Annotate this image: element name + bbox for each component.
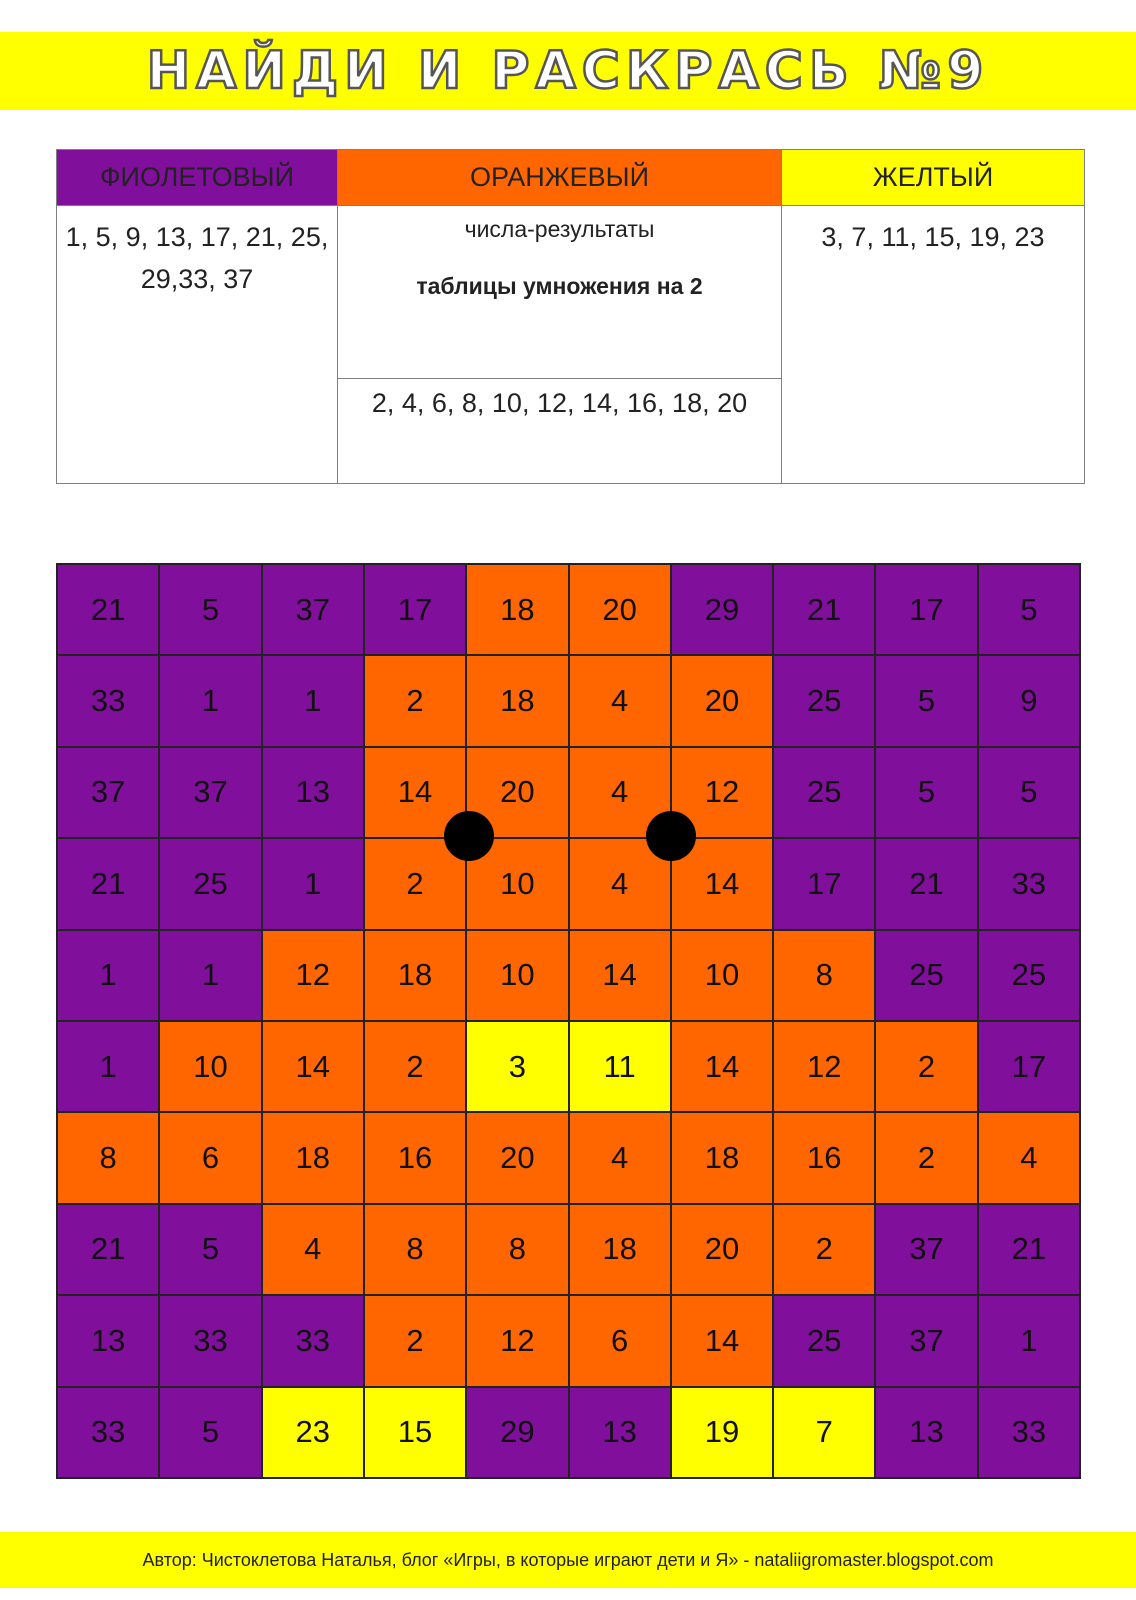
- grid-cell: 12: [262, 930, 364, 1021]
- grid-cell: 1: [262, 655, 364, 746]
- grid-cell: 1: [262, 838, 364, 929]
- grid-cell: 2: [364, 1021, 466, 1112]
- grid-cell: 25: [773, 1295, 875, 1386]
- grid-cell: 37: [262, 564, 364, 655]
- grid-cell: 17: [364, 564, 466, 655]
- grid-cell: 33: [978, 838, 1080, 929]
- grid-cell: 20: [466, 1112, 568, 1203]
- grid-cell: 14: [671, 838, 773, 929]
- legend-header-orange: ОРАНЖЕВЫЙ: [338, 150, 782, 206]
- grid-cell: 18: [262, 1112, 364, 1203]
- grid-cell: 20: [671, 1204, 773, 1295]
- legend-yellow-numbers: [782, 206, 1085, 484]
- grid-cell: 10: [671, 930, 773, 1021]
- grid-cell: 37: [875, 1295, 977, 1386]
- grid-cell: 21: [875, 838, 977, 929]
- grid-cell: 16: [364, 1112, 466, 1203]
- purple-numbers-text: 1, 5, 9, 13, 17, 21, 25, 29,33, 37: [65, 222, 329, 294]
- grid-cell: 8: [57, 1112, 159, 1203]
- grid-cell: 21: [773, 564, 875, 655]
- grid-cell: 13: [262, 747, 364, 838]
- grid-cell: 7: [773, 1387, 875, 1478]
- grid-cell: 13: [57, 1295, 159, 1386]
- grid-cell: 18: [671, 1112, 773, 1203]
- grid-cell: 5: [159, 1204, 261, 1295]
- yellow-numbers-text: 3, 7, 11, 15, 19, 23: [821, 222, 1045, 252]
- grid-cell: 4: [262, 1204, 364, 1295]
- grid-cell: 5: [978, 564, 1080, 655]
- grid-cell: 33: [57, 655, 159, 746]
- grid-cell: 14: [569, 930, 671, 1021]
- grid-cell: 4: [978, 1112, 1080, 1203]
- grid-cell: 21: [57, 1204, 159, 1295]
- legend-orange-description: [338, 206, 782, 379]
- grid-cell: 10: [159, 1021, 261, 1112]
- grid-cell: 19: [671, 1387, 773, 1478]
- grid-cell: 17: [978, 1021, 1080, 1112]
- grid-cell: 25: [978, 930, 1080, 1021]
- grid-cell: 17: [875, 564, 977, 655]
- grid-cell: 2: [875, 1021, 977, 1112]
- grid-cell: 4: [569, 747, 671, 838]
- grid-cell: 33: [159, 1295, 261, 1386]
- grid-cell: 23: [262, 1387, 364, 1478]
- grid-cell: 5: [159, 564, 261, 655]
- grid-cell: 37: [875, 1204, 977, 1295]
- grid-cell: 25: [875, 930, 977, 1021]
- grid-cell: 25: [159, 838, 261, 929]
- grid-cell: 37: [159, 747, 261, 838]
- grid-cell: 29: [466, 1387, 568, 1478]
- grid-cell: 13: [875, 1387, 977, 1478]
- grid-cell: 3: [466, 1021, 568, 1112]
- grid-cell: 20: [569, 564, 671, 655]
- grid-cell: 2: [773, 1204, 875, 1295]
- grid-cell: 25: [773, 655, 875, 746]
- grid-cell: 1: [159, 930, 261, 1021]
- grid-cell: 9: [978, 655, 1080, 746]
- legend-orange-numbers: 2, 4, 6, 8, 10, 12, 14, 16, 18, 20: [338, 379, 782, 484]
- grid-cell: 1: [159, 655, 261, 746]
- grid-cell: 1: [978, 1295, 1080, 1386]
- grid-cell: 5: [875, 655, 977, 746]
- grid-cell: 2: [364, 1295, 466, 1386]
- author-credit: Автор: Чистоклетова Наталья, блог «Игры, в которые играют дети и Я» - nataliigromaster.blogspot.com: [142, 1550, 994, 1570]
- right-eye-dot: [646, 811, 696, 861]
- grid-cell: 11: [569, 1021, 671, 1112]
- grid-cell: 37: [57, 747, 159, 838]
- grid-cell: 33: [978, 1387, 1080, 1478]
- grid-cell: 12: [466, 1295, 568, 1386]
- coloring-grid: [56, 563, 1081, 1479]
- grid-cell: 13: [569, 1387, 671, 1478]
- grid-cell: 5: [978, 747, 1080, 838]
- grid-cell: 20: [466, 747, 568, 838]
- footer-band: [0, 1532, 1136, 1588]
- grid-cell: 21: [57, 564, 159, 655]
- grid-cell: 5: [159, 1387, 261, 1478]
- grid-cell: 8: [773, 930, 875, 1021]
- grid-cell: 21: [978, 1204, 1080, 1295]
- left-eye-dot: [444, 811, 494, 861]
- title-band: [0, 32, 1136, 110]
- grid-cell: 18: [569, 1204, 671, 1295]
- grid-cell: 4: [569, 1112, 671, 1203]
- grid-cell: 4: [569, 838, 671, 929]
- grid-cell: 18: [466, 655, 568, 746]
- grid-cell: 18: [364, 930, 466, 1021]
- grid-cell: 10: [466, 930, 568, 1021]
- grid-cell: 8: [364, 1204, 466, 1295]
- grid-cell: 12: [671, 747, 773, 838]
- orange-description-line1: числа-результаты: [464, 216, 655, 242]
- orange-description-line2: таблицы умножения на 2: [416, 273, 703, 299]
- grid-cell: 20: [671, 655, 773, 746]
- grid-cell: 8: [466, 1204, 568, 1295]
- grid-cell: 1: [57, 1021, 159, 1112]
- grid-cell: 6: [159, 1112, 261, 1203]
- grid-cell: 25: [773, 747, 875, 838]
- grid-cell: 2: [364, 655, 466, 746]
- grid-cell: 1: [57, 930, 159, 1021]
- grid-cell: 14: [671, 1021, 773, 1112]
- grid-cell: 10: [466, 838, 568, 929]
- color-legend-table: [56, 149, 1085, 484]
- grid-cell: 15: [364, 1387, 466, 1478]
- grid-cell: 17: [773, 838, 875, 929]
- grid-cell: 18: [466, 564, 568, 655]
- page-title: НАЙДИ И РАСКРАСЬ №9: [146, 41, 990, 101]
- grid-cell: 21: [57, 838, 159, 929]
- grid-cell: 6: [569, 1295, 671, 1386]
- grid-cell: 33: [262, 1295, 364, 1386]
- legend-header-purple: ФИОЛЕТОВЫЙ: [57, 150, 338, 206]
- grid-cell: 5: [875, 747, 977, 838]
- grid-cell: 2: [364, 838, 466, 929]
- grid-cell: 16: [773, 1112, 875, 1203]
- grid-cell: 2: [875, 1112, 977, 1203]
- legend-header-yellow: ЖЕЛТЫЙ: [782, 150, 1085, 206]
- grid-cell: 29: [671, 564, 773, 655]
- grid-cell: 14: [671, 1295, 773, 1386]
- grid-cell: 4: [569, 655, 671, 746]
- grid-cell: 33: [57, 1387, 159, 1478]
- grid-cell: 14: [364, 747, 466, 838]
- grid-cell: 12: [773, 1021, 875, 1112]
- grid-cell: 14: [262, 1021, 364, 1112]
- legend-purple-numbers: [57, 206, 338, 484]
